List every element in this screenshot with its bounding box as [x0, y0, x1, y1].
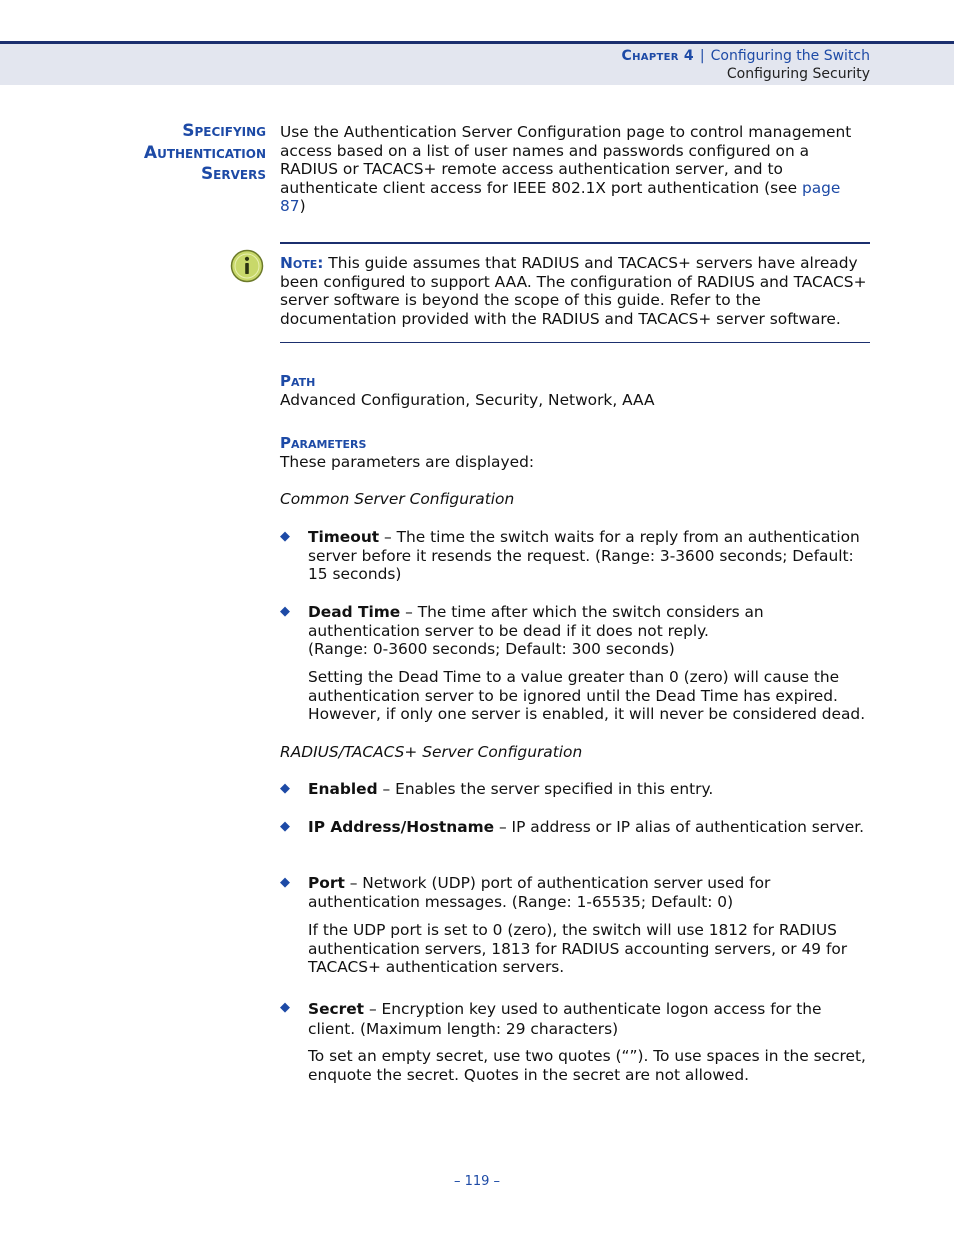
- desc-timeout: – The time the switch waits for a reply from an authentication server before it resends the request. (Range: 3-3600 seconds; Default: 15 seconds): [308, 528, 860, 584]
- parameters-intro: These parameters are displayed:: [280, 453, 535, 471]
- dead-time-note: Setting the Dead Time to a value greater than 0 (zero) will cause the authentication server to be ignored until the Dead Time has expired. However, if only one server is enabled, it will never be considered dead.: [308, 668, 866, 724]
- section-heading: [66, 121, 266, 186]
- bullet-diamond-icon: ◆: [280, 781, 290, 796]
- bullet-diamond-icon: ◆: [280, 1000, 290, 1015]
- page-87-link[interactable]: page 87: [280, 178, 841, 216]
- info-icon: [230, 249, 264, 283]
- header-line-1: [622, 48, 870, 66]
- path-label: Path: [280, 372, 316, 390]
- header-chapter-title: Configuring the Switch: [710, 48, 870, 64]
- path-value: Advanced Configuration, Security, Network, AAA: [280, 391, 655, 409]
- bullet-diamond-icon: ◆: [280, 819, 290, 834]
- note-text: This guide assumes that RADIUS and TACACS+ servers have already been configured to support AAA. The configuration of RADIUS and TACACS+ server software is beyond the scope of this guide. Refer to the documentation provided with the RADIUS and TACACS+ server software.: [280, 254, 867, 328]
- header-section: Configuring Security: [726, 65, 870, 82]
- bullet-diamond-icon: ◆: [280, 604, 290, 619]
- desc-secret: – Encryption key used to authenticate logon access for the client. (Maximum length: 29 characters): [308, 1000, 822, 1038]
- term-ip-address: IP Address/Hostname: [308, 818, 495, 836]
- header-text: [622, 48, 870, 83]
- bullet-diamond-icon: ◆: [280, 529, 290, 544]
- group-common-server-config: Common Server Configuration: [280, 490, 515, 508]
- term-enabled: Enabled: [308, 780, 378, 798]
- note-paragraph: [280, 254, 870, 328]
- secret-note: To set an empty secret, use two quotes (“”). To use spaces in the secret, enquote the secret. Quotes in the secret are not allowed.: [308, 1047, 866, 1084]
- running-header: [0, 41, 954, 85]
- bullet-diamond-icon: ◆: [280, 875, 290, 890]
- term-port: Port: [308, 874, 345, 892]
- header-chapter: Chapter 4: [621, 48, 694, 64]
- term-dead-time: Dead Time: [308, 603, 401, 621]
- note-box: [280, 242, 870, 343]
- desc-dead-time-range: (Range: 0-3600 seconds; Default: 300 seconds): [308, 640, 675, 659]
- section-heading-line-1: Specifying: [182, 121, 266, 141]
- intro-paragraph: [280, 123, 870, 216]
- desc-ip-address: – IP address or IP alias of authentication server.: [494, 818, 865, 836]
- section-heading-line-2: Authentication: [143, 142, 266, 163]
- term-timeout: Timeout: [308, 528, 380, 546]
- parameters-label: Parameters: [280, 434, 367, 452]
- desc-dead-time: – The time after which the switch considers an authentication server to be dead if it does not reply.: [308, 603, 764, 640]
- header-separator: |: [699, 48, 705, 64]
- intro-close: ): [299, 197, 306, 216]
- group-radius-tacacs-config: RADIUS/TACACS+ Server Configuration: [280, 743, 583, 761]
- port-note: If the UDP port is set to 0 (zero), the switch will use 1812 for RADIUS authentication servers, 1813 for RADIUS accounting servers, or 49 for TACACS+ authentication servers.: [308, 921, 848, 977]
- term-secret: Secret: [308, 1000, 365, 1018]
- page-number: – 119 –: [453, 1174, 501, 1189]
- note-label: Note:: [280, 254, 324, 272]
- desc-enabled: – Enables the server specified in this entry.: [377, 780, 714, 798]
- desc-port: – Network (UDP) port of authentication server used for authentication messages. (Range: 1-65535; Default: 0): [308, 874, 771, 911]
- intro-text: Use the Authentication Server Configuration page to control management access based on a list of user names and passwords configured on a RADIUS or TACACS+ remote access authentication server, and to authenticate client access for IEEE 802.1X port authentication (see: [280, 123, 852, 197]
- section-heading-line-3: Servers: [200, 164, 266, 185]
